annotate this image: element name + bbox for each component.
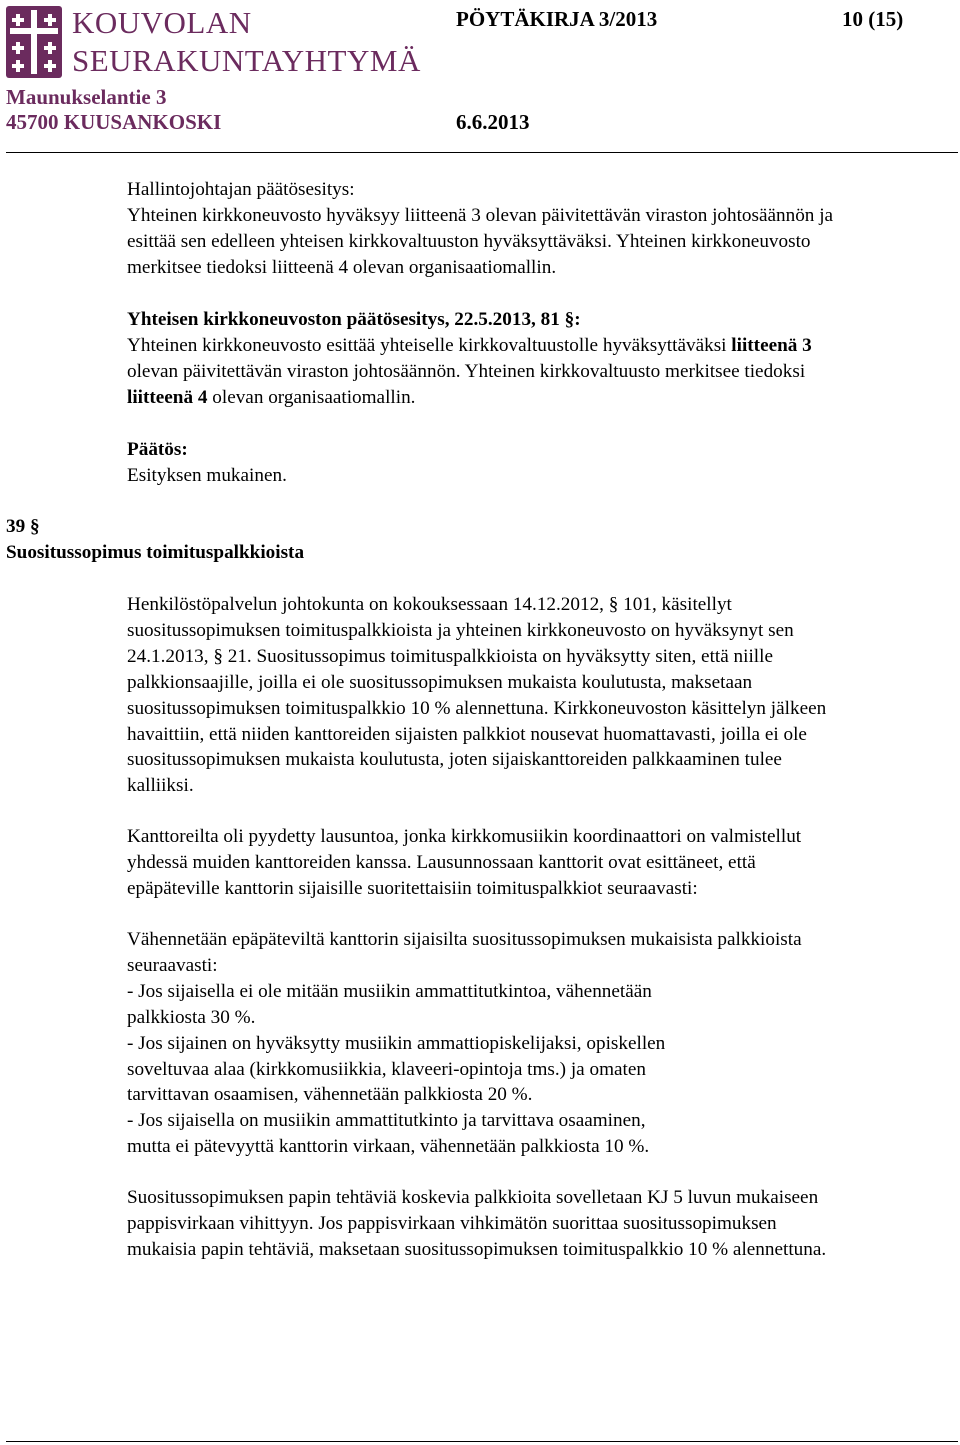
text-line: palkkionsaajille, joilla ei ole suositussopimuksen mukaista koulutusta, maksetaan (127, 671, 753, 693)
org-name-line2: SEURAKUNTAYHTYMÄ (72, 43, 421, 78)
text-line: suositussopimuksen mukaista koulutusta, joten sijaiskanttoreiden palkkaaminen tulee (127, 749, 782, 771)
org-name-line1: KOUVOLAN (72, 5, 252, 40)
list-item: - Jos sijainen on hyväksytty musiikin ammattiopiskelijaksi, opiskellen (127, 1032, 666, 1054)
text-run: Yhteinen kirkkoneuvosto esittää yhteiselle kirkkovaltuustolle hyväksyttäväksi (127, 334, 732, 356)
text-line: 24.1.2013, § 21. Suositussopimus toimituspalkkioista on hyväksytty siten, että niille (127, 645, 773, 667)
attachment-ref: liitteenä 4 (127, 386, 208, 408)
text-run: olevan organisaatiomallin. (207, 386, 416, 408)
proposal-line: esittää sen edelleen yhteisen kirkkovaltuuston hyväksyttäväksi. Yhteinen kirkkoneuvosto (127, 230, 811, 252)
board-proposal-block (127, 307, 957, 411)
text-line: mukaisia papin tehtäviä, maksetaan suositussopimuksen toimituspalkkio 10 % alennettuna. (127, 1238, 827, 1260)
text-line: havaittiin, että niiden kanttoreiden sijaisten palkkiot nousevat huomattavasti, joilla ei ole (127, 723, 807, 745)
board-proposal-line (127, 333, 957, 359)
proposal-line: Yhteinen kirkkoneuvosto hyväksyy liitteenä 3 olevan päivitettävän viraston johtosäännön ja (127, 204, 834, 226)
page-number: 10 (15) (842, 7, 904, 31)
decision-text: Esityksen mukainen. (127, 464, 287, 486)
document-date: 6.6.2013 (456, 110, 530, 134)
text-line: soveltuvaa alaa (kirkkomusiikkia, klaveeri-opintoja tms.) ja omaten (127, 1058, 646, 1080)
postal-address: 45700 KUUSANKOSKI (6, 110, 222, 134)
section-number: 39 § (6, 516, 40, 537)
paragraph-1 (127, 592, 957, 799)
section-title: Suositussopimus toimituspalkkioista (6, 542, 305, 563)
text-line: yhdessä muiden kanttoreiden kanssa. Lausunnossaan kanttorit ovat esittäneet, että (127, 851, 756, 873)
board-proposal-line (127, 385, 957, 411)
proposal-heading: Hallintojohtajan päätösesitys: (127, 179, 355, 200)
board-proposal-heading: Yhteisen kirkkoneuvoston päätösesitys, 22.5.2013, 81 §: (127, 309, 581, 330)
paragraph-4 (127, 1185, 957, 1263)
decision-heading: Päätös: (127, 439, 188, 460)
text-line: Henkilöstöpalvelun johtokunta on kokouksessaan 14.12.2012, § 101, käsitellyt (127, 594, 732, 615)
church-cross-logo-icon (6, 6, 62, 78)
proposal-line: merkitsee tiedoksi liitteenä 4 olevan organisaatiomallin. (127, 256, 557, 278)
text-line: palkkiosta 30 %. (127, 1006, 256, 1028)
footer-divider (6, 1441, 958, 1442)
text-line: Kanttoreilta oli pyydetty lausuntoa, jonka kirkkomusiikin koordinaattori on valmistellut (127, 826, 802, 847)
list-item: - Jos sijaisella ei ole mitään musiikin ammattitutkintoa, vähennetään (127, 980, 652, 1002)
text-line: suositussopimuksen toimituspalkkio 10 % alennettuna. Kirkkoneuvoston käsittelyn jälkeen (127, 697, 827, 719)
attachment-ref: liitteenä 3 (731, 334, 812, 356)
header-divider (6, 152, 958, 153)
text-line: tarvittavan osaamisen, vähennetään palkkiosta 20 %. (127, 1084, 533, 1106)
paragraph-3 (127, 927, 957, 1160)
text-line: mutta ei pätevyyttä kanttorin virkaan, vähennetään palkkiosta 10 %. (127, 1136, 650, 1158)
text-line: suositussopimuksen toimituspalkkioista ja yhteinen kirkkoneuvosto on hyväksynyt sen (127, 619, 794, 641)
board-proposal-line: olevan päivitettävän viraston johtosäännön. Yhteinen kirkkovaltuusto merkitsee tiedoksi (127, 360, 806, 382)
text-line: Vähennetään epäpäteviltä kanttorin sijaisilta suositussopimuksen mukaisista palkkioista (127, 929, 802, 950)
document-title: PÖYTÄKIRJA 3/2013 (456, 7, 658, 31)
list-item: - Jos sijaisella on musiikin ammattitutkinto ja tarvittava osaaminen, (127, 1110, 646, 1132)
decision-block (127, 437, 957, 489)
text-line: Suositussopimuksen papin tehtäviä koskevia palkkioita sovelletaan KJ 5 luvun mukaiseen (127, 1187, 819, 1208)
paragraph-2 (127, 824, 957, 902)
street-address: Maunukselantie 3 (6, 85, 167, 109)
text-line: pappisvirkaan vihittyyn. Jos pappisvirkaan vihkimätön suorittaa suositussopimuksen (127, 1212, 777, 1234)
text-line: epäpäteville kanttorin sijaisille suoritettaisiin toimituspalkkiot seuraavasti: (127, 877, 698, 899)
proposal-block (127, 177, 957, 281)
text-line: seuraavasti: (127, 954, 218, 976)
text-line: kalliiksi. (127, 775, 194, 797)
